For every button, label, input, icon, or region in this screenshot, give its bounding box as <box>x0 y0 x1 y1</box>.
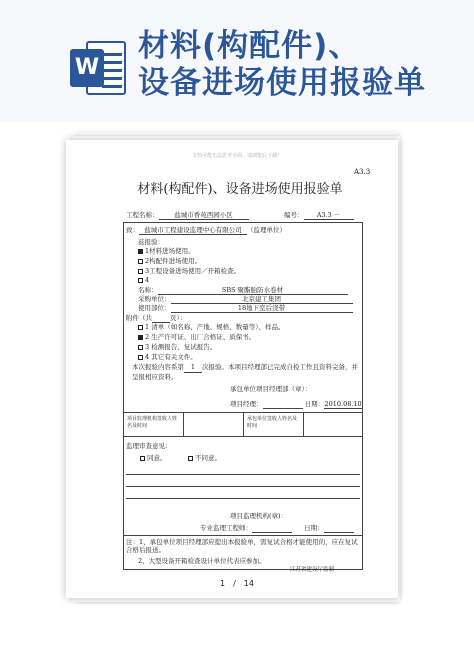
divider <box>183 412 184 436</box>
divider <box>123 436 363 437</box>
page-indicator: 1 / 14 <box>220 579 254 588</box>
comment-line <box>126 474 360 475</box>
statement: 本次报验内容系第 1 次报验。本项目经理部已完成自检工作且资料完备，并呈报相应资料。 <box>132 363 358 381</box>
review-label: 监理审查意见： <box>126 442 172 450</box>
attachment-4[interactable]: 4 其它有关文件。 <box>138 352 197 361</box>
checkbox[interactable] <box>138 269 143 274</box>
checkbox[interactable] <box>140 456 145 461</box>
header-note: 文档可能无法思考全面，请浏览后下载！ <box>191 153 282 159</box>
checkbox[interactable] <box>138 249 143 254</box>
attachments-label: 附件（共 页）： <box>126 314 187 322</box>
option-4[interactable]: 4 <box>138 276 149 284</box>
checkbox[interactable] <box>138 345 143 350</box>
purchaser-row: 采购单位： 北京建工集团 <box>138 294 353 304</box>
divider <box>303 412 304 436</box>
checkbox[interactable] <box>138 278 143 283</box>
checkbox[interactable] <box>138 325 143 330</box>
disagree-option[interactable]: 不同意。 <box>188 453 221 462</box>
apply-label: 兹报验： <box>138 238 164 246</box>
number-row: 编号： A3.3 － <box>284 210 354 220</box>
project-manager-row: 项目经理： 日期：2010.08.10 <box>230 400 362 408</box>
attachment-3[interactable]: 3 检测报告、复试报告。 <box>138 342 216 351</box>
recipient-row: 致： 盐城市工程建设监理中心有限公司 （监理单位） <box>126 226 286 234</box>
option-1[interactable]: 1材料进场使用。 <box>138 246 195 255</box>
note-1: 注：1、承包单位项目经理部应提出本报验单，需复试合格才能使用的，应在复试合格后报送。 <box>126 538 358 554</box>
checkbox[interactable] <box>188 456 193 461</box>
attachment-1[interactable]: 1 清单（如名称、产地、规格、数量等）、样品。 <box>138 322 284 331</box>
contractor-receipt-label: 承包单位签收人姓名及时间 <box>247 416 298 429</box>
engineer-row: 专业监理工程师： 日期： <box>200 523 354 533</box>
contractor-seal-label: 承包单位项目经理部（章）： <box>230 385 312 393</box>
material-name-row: 名称： SBS 聚酯胎防水卷材 <box>138 285 348 295</box>
document-title: 材料(构配件)、设备进场使用报验单 <box>137 182 343 197</box>
agree-option[interactable]: 同意。 <box>140 453 167 462</box>
checkbox[interactable] <box>138 335 143 340</box>
form-code: A3.3 <box>354 168 371 176</box>
comment-line <box>126 498 360 499</box>
comment-line <box>126 486 360 487</box>
checkbox[interactable] <box>138 259 143 264</box>
issuer-label: 江苏省建设厅监制 <box>290 567 335 573</box>
option-3[interactable]: 3工程设备进场使用／开箱检查。 <box>138 266 240 275</box>
supervisor-receipt-label: 项目监理机构签收人姓名及时间 <box>127 416 178 429</box>
divider <box>123 535 363 536</box>
supervision-seal-label: 项目监理机构(章)： <box>230 512 288 520</box>
divider <box>243 412 244 436</box>
checkbox[interactable] <box>138 355 143 360</box>
word-document-icon <box>70 37 126 99</box>
attachment-2[interactable]: 2 生产许可证、出厂合格证、质保书。 <box>138 332 255 341</box>
option-2[interactable]: 2构配件进场使用。 <box>138 256 201 265</box>
note-2: 2、大型设备开箱检查设计单位代表应参加。 <box>138 557 266 565</box>
use-location-row: 使用部位： 18地下室后浇带 <box>138 303 353 313</box>
project-name-row: 工程名称： 盐城市香苑西园小区 <box>126 210 249 220</box>
word-logo-letter: W <box>70 49 104 87</box>
banner <box>0 0 474 122</box>
banner-title: 材料(构配件)、 设备进场使用报验单 <box>138 28 426 101</box>
